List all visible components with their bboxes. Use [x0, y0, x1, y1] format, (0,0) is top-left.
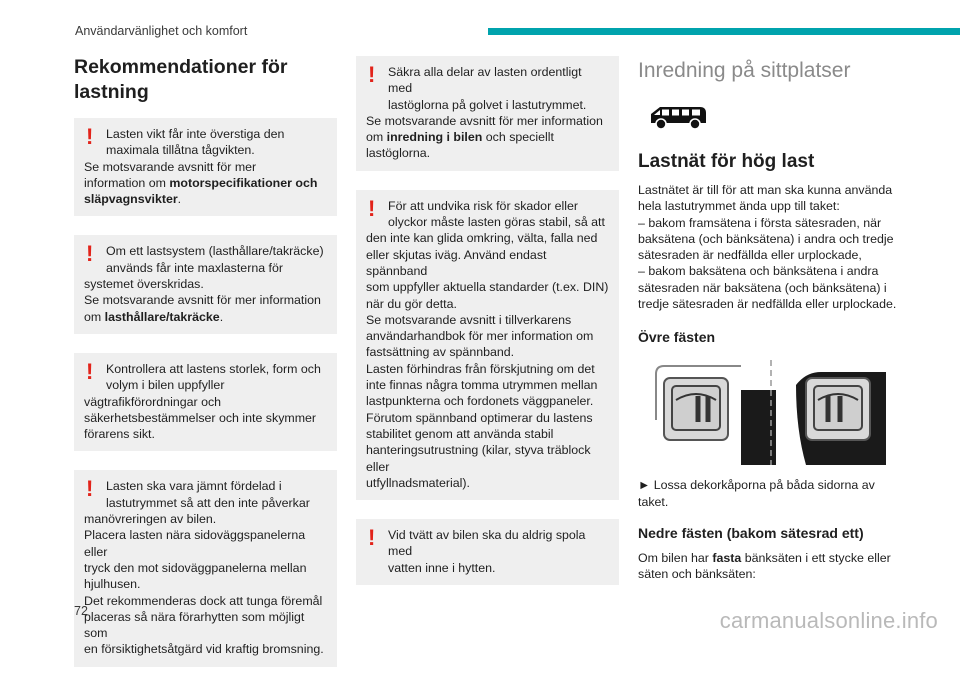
paragraph-line: Lastnätet är till för att man ska kunna använda [638, 183, 893, 197]
exclamation-icon: ! [86, 358, 94, 384]
warning-text-line: stabilitet genom att använda stabil [366, 426, 554, 441]
warning-text-line: användarhandbok för mer information om [366, 329, 594, 344]
warning-text-line: en försiktighetsåtgärd vid kraftig bromsning. [84, 642, 324, 657]
warning-box [356, 190, 619, 500]
warning-text-line: olyckor måste lasten göras stabil, så att [388, 215, 605, 230]
warning-text-line: Lasten ska vara jämnt fördelad i [106, 479, 282, 494]
warning-text-line: Se motsvarande avsnitt i tillverkarens [366, 312, 572, 327]
cross-reference: lasthållare/takräcke [104, 309, 220, 324]
warning-text-line: tryck den mot sidoväggpanelerna mellan [84, 560, 307, 575]
warning-box [74, 118, 337, 216]
paragraph-line: ► Lossa dekorkåporna på båda sidorna av [638, 478, 875, 493]
paragraph [638, 550, 900, 583]
paragraph-line: – bakom framsätena i första sätesraden, när [638, 215, 882, 230]
warning-text-line: lastöglorna på golvet i lastutrymmet. [388, 97, 587, 112]
warning-text-line: systemet överskridas. [84, 277, 204, 292]
instruction-step [638, 477, 900, 510]
warning-text-line: För att undvika risk för skador eller [388, 198, 579, 213]
warning-text-line: Vid tvätt av bilen ska du aldrig spola med [388, 528, 586, 559]
upper-anchor-illustration [646, 360, 886, 465]
paragraph-line: – bakom baksätena och bänksätena i andra [638, 264, 879, 279]
emphasis: fasta [712, 550, 742, 565]
subheading: Nedre fästen (bakom sätesrad ett) [638, 524, 864, 541]
warning-text-line: Om ett lastsystem (lasthållare/takräcke) [106, 244, 324, 259]
exclamation-icon: ! [86, 476, 94, 502]
warning-box [74, 353, 337, 451]
warning-text-line: Placera lasten nära sidoväggspanelerna eller [84, 528, 306, 559]
watermark: carmanualsonline.info [719, 608, 938, 633]
section-heading: Lastnät för hög last [638, 151, 815, 172]
subheading: Övre fästen [638, 329, 716, 346]
exclamation-icon: ! [86, 241, 94, 267]
warning-text-line: Se motsvarande avsnitt för mer information [366, 113, 603, 128]
warning-text-line: Kontrollera att lastens storlek, form och [106, 361, 321, 376]
warning-text-line: vägtrafikförordningar och [84, 394, 222, 409]
warning-text-line: den inte kan glida omkring, välta, falla ned [366, 231, 598, 246]
section-title [74, 55, 337, 105]
paragraph [638, 182, 900, 312]
exclamation-icon: ! [86, 124, 94, 149]
warning-text-line: inte finnas några tomma utrymmen mellan [366, 378, 598, 393]
warning-text-line: Se motsvarande avsnitt för mer information [84, 293, 321, 308]
warning-text-line: fastsättning av spännband. [366, 345, 515, 360]
paragraph-line: sätesraden är nedfällda eller urplockade, [638, 248, 862, 263]
warning-text-line: hanteringsutrustning (kilar, styva träblock eller [366, 443, 591, 474]
van-icon [648, 102, 710, 132]
warning-text-line: Lasten vikt får inte överstiga den [106, 127, 285, 141]
header-accent-bar [488, 28, 960, 35]
section-title-line: lastning [74, 81, 149, 103]
paragraph-line: sätesraden när baksätena (och bänksätena) i [638, 280, 887, 295]
paragraph-line: säten och bänksäten: [638, 567, 756, 582]
warning-box [356, 56, 619, 171]
warning-text-line: information om motorspecifikationer och [84, 175, 318, 190]
warning-text-line: Se motsvarande avsnitt för mer [84, 159, 257, 174]
warning-text-line: manövreringen av bilen. [84, 512, 217, 527]
warning-text-line: placeras så nära förarhytten som möjligt som [84, 609, 305, 641]
warning-text-line: när du gör detta. [366, 296, 457, 311]
warning-text-line: släpvagnsvikter. [84, 192, 182, 207]
warning-text-line: maximala tillåtna tågvikten. [106, 143, 255, 158]
chapter-title: Inredning på sittplatser [638, 59, 851, 82]
warning-text-line: om lasthållare/takräcke. [84, 309, 224, 324]
warning-text-line: Det rekommenderas dock att tunga föremål [84, 593, 323, 608]
warning-text-line: lastpunkterna och fordonets väggpaneler. [366, 394, 594, 409]
warning-text-line: eller skjutas iväg. Använd endast spännband [366, 247, 547, 278]
cross-reference: släpvagnsvikter [84, 192, 178, 207]
warning-box [74, 470, 337, 666]
warning-box [356, 519, 619, 585]
page-number: 72 [74, 604, 88, 618]
column-2 [356, 56, 619, 604]
warning-text-line: Lasten förhindras från förskjutning om det [366, 361, 595, 376]
cross-reference: motorspecifikationer och [169, 175, 318, 190]
exclamation-icon: ! [368, 62, 376, 87]
warning-text-line: Förutom spännband optimerar du lastens [366, 410, 593, 425]
warning-text-line: lastutrymmet så att den inte påverkar [106, 495, 310, 510]
warning-text-line: hjulhusen. [84, 577, 141, 592]
warning-box [74, 235, 337, 333]
exclamation-icon: ! [368, 525, 376, 551]
warning-text-line: volym i bilen uppfyller [106, 378, 225, 393]
exclamation-icon: ! [368, 195, 376, 221]
warning-text-line: Säkra alla delar av lasten ordentligt med [388, 65, 582, 96]
column-1 [74, 55, 337, 686]
warning-text-line: lastöglorna. [366, 146, 431, 161]
running-header: Användarvänlighet och komfort [75, 24, 248, 38]
warning-text-line: utfyllnadsmaterial). [366, 475, 470, 490]
paragraph-line: tredje sätesraden är nedfällda eller urplockade. [638, 297, 897, 312]
warning-text-line: förarens sikt. [84, 427, 155, 442]
paragraph-line: baksätena (och bänksätena) i andra och tredje [638, 231, 894, 246]
warning-text-line: om inredning i bilen och speciellt [366, 130, 554, 145]
paragraph-line: Om bilen har fasta bänksäten i ett stycke eller [638, 550, 891, 565]
section-title-line: Rekommendationer för [74, 56, 288, 78]
warning-text-line: säkerhetsbestämmelser och inte skymmer [84, 410, 317, 425]
warning-text-line: vatten inne i hytten. [388, 560, 496, 575]
warning-text-line: som uppfyller aktuella standarder (t.ex. DIN) [366, 280, 609, 295]
cross-reference: inredning i bilen [386, 130, 483, 145]
column-3 [638, 55, 900, 583]
warning-text-line: används får inte maxlasterna för [106, 260, 284, 275]
paragraph-line: taket. [638, 494, 669, 509]
paragraph-line: hela lastutrymmet ända upp till taket: [638, 199, 840, 214]
